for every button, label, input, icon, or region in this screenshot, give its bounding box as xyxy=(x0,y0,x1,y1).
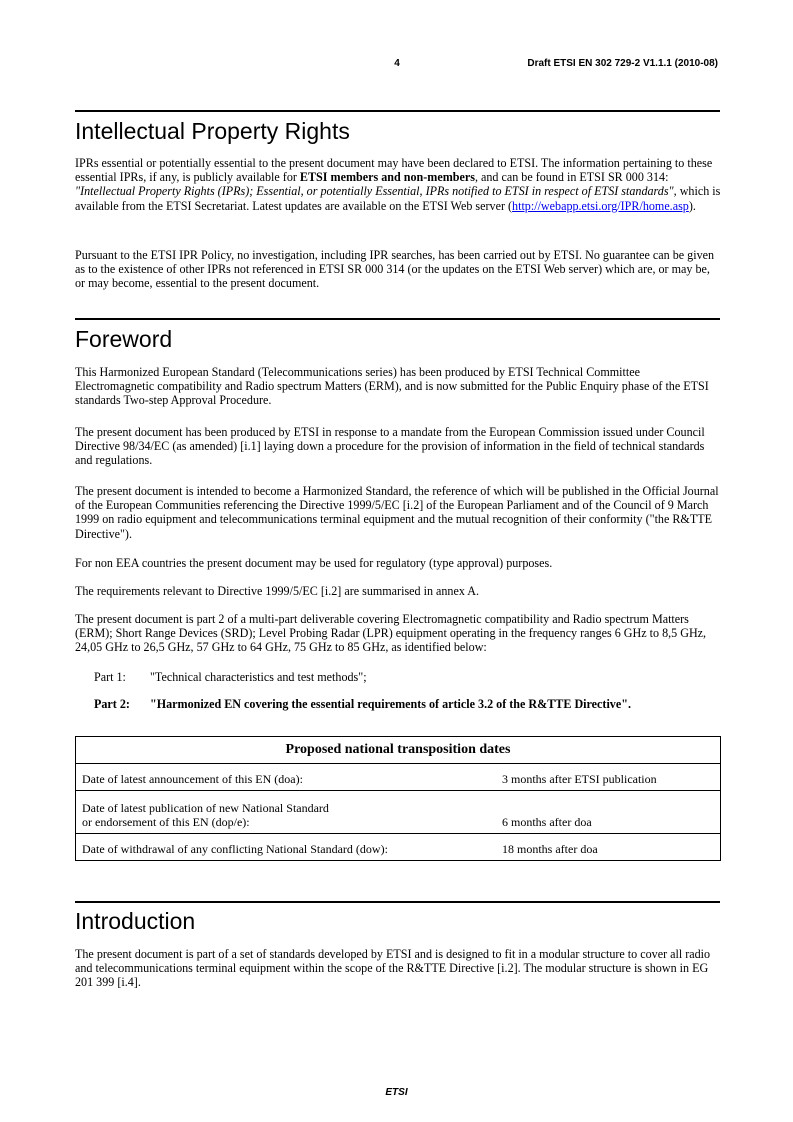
part-title: "Harmonized EN covering the essential requirements of article 3.2 of the R&TTE Directive". xyxy=(150,697,631,711)
foreword-paragraph-2: The present document has been produced by ETSI in response to a mandate from the European Commission issued under Council Directive 98/34/EC (as amended) [i.1] laying down a procedure for the provision of information in the field of technical standards and regulations. xyxy=(75,425,705,468)
foreword-paragraph-3: The present document is intended to become a Harmonized Standard, the reference of which will be published in the Official Journal of the European Communities referencing the Directive 1999/5/EC [i.2] of the European Parliament and of the Council of 9 March 1999 on radio equipment and telecommunications terminal equipment and the mutual recognition of their conformity ("the R&TTE Directive"). xyxy=(75,484,719,541)
part-1-item xyxy=(94,670,367,684)
part-2-item xyxy=(94,697,631,711)
ipr-bold-text: ETSI members and non-members xyxy=(299,170,475,185)
foreword-heading: Foreword xyxy=(75,326,173,352)
foreword-paragraph-6: The present document is part 2 of a multi-part deliverable covering Electromagnetic compatibility and Radio spectrum Matters (ERM); Short Range Devices (SRD); Level Probing Radar (LPR) equipment operating in the frequency ranges 6 GHz to 8,5 GHz, 24,05 GHz to 26,5 GHz, 57 GHz to 64 GHz, 75 GHz to 85 GHz, as identified below: xyxy=(75,612,707,655)
foreword-paragraph-4: For non EEA countries the present document may be used for regulatory (type approval) purposes. xyxy=(75,556,553,570)
ipr-text: , and can be found in ETSI SR 000 314: xyxy=(474,170,669,185)
table-title: Proposed national transposition dates xyxy=(76,737,721,764)
table-row xyxy=(76,764,721,791)
transposition-dates-table xyxy=(75,736,721,861)
foreword-paragraph-5: The requirements relevant to Directive 1999/5/EC [i.2] are summarised in annex A. xyxy=(75,584,480,598)
page-number: 4 xyxy=(394,58,400,69)
foreword-paragraph-1: This Harmonized European Standard (Telecommunications series) has been produced by ETSI Technical Committee Electromagnetic compatibility and Radio spectrum Matters (ERM), and is now submitted for the Public Enquiry phase of the ETSI standards Two-step Approval Procedure. xyxy=(75,365,709,408)
ipr-italic-text: "Intellectual Property Rights (IPRs); Essential, or potentially Essential, IPRs notified to ETSI in respect of ETSI standards" xyxy=(75,184,674,199)
row-value: 3 months after ETSI publication xyxy=(502,772,657,786)
table-cell xyxy=(76,834,721,861)
introduction-paragraph-1: The present document is part of a set of standards developed by ETSI and is designed to fit in a modular structure to cover all radio and telecommunications terminal equipment within the scope of the R&TTE Directive [i.2]. The modular structure is shown in EG 201 399 [i.4]. xyxy=(75,947,711,990)
table-cell xyxy=(76,764,721,791)
part-number: Part 1: xyxy=(94,670,126,684)
ipr-text: IPRs essential or potentially essential to the present document may have been declared to ETSI. The information pertaining to these essential IPRs, if any, is publicly available for xyxy=(75,156,713,185)
table-row xyxy=(76,834,721,861)
ipr-heading: Intellectual Property Rights xyxy=(75,118,350,144)
ipr-text: , which is available from the ETSI Secretariat. Latest updates are available on the ETSI Web server ( xyxy=(75,184,721,213)
table-cell xyxy=(76,791,721,834)
row-label xyxy=(82,801,502,829)
ipr-paragraph-2: Pursuant to the ETSI IPR Policy, no investigation, including IPR searches, has been carried out by ETSI. No guarantee can be given as to the existence of other IPRs not referenced in ETSI SR 000 314 (or the updates on the ETSI Web server) which are, or may be, or may become, essential to the present document. xyxy=(75,248,715,291)
section-divider xyxy=(75,110,720,112)
part-number: Part 2: xyxy=(94,697,130,711)
ipr-text: ). xyxy=(688,198,696,213)
part-title: "Technical characteristics and test methods"; xyxy=(150,670,367,684)
table-header-row xyxy=(76,737,721,764)
table-row xyxy=(76,791,721,834)
section-divider xyxy=(75,318,720,320)
row-label: Date of withdrawal of any conflicting National Standard (dow): xyxy=(82,842,388,856)
row-label-line: or endorsement of this EN (dop/e): xyxy=(82,815,250,829)
row-label: Date of latest announcement of this EN (doa): xyxy=(82,772,303,786)
ipr-link[interactable]: http://webapp.etsi.org/IPR/home.asp xyxy=(512,198,689,213)
row-value: 18 months after doa xyxy=(502,842,598,856)
document-title: Draft ETSI EN 302 729-2 V1.1.1 (2010-08) xyxy=(527,58,718,69)
row-label-line: Date of latest publication of new National Standard xyxy=(82,801,329,815)
footer-etsi: ETSI xyxy=(385,1087,408,1098)
section-divider xyxy=(75,901,720,903)
ipr-paragraph-1 xyxy=(75,156,721,213)
row-value: 6 months after doa xyxy=(502,815,592,829)
introduction-heading: Introduction xyxy=(75,908,196,934)
